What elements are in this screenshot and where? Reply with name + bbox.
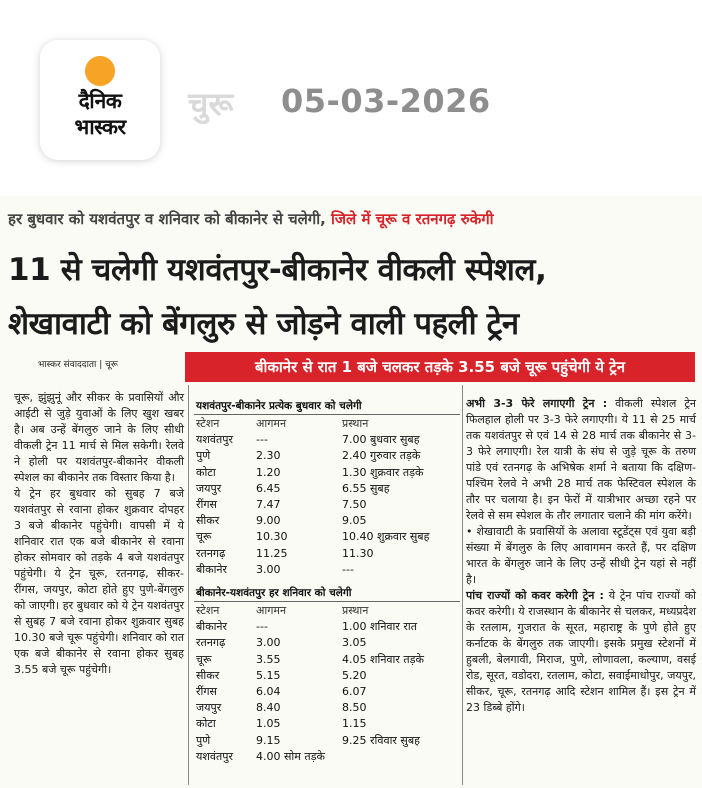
table-row (196, 529, 460, 545)
station-cell: पुणे (196, 449, 211, 463)
departure-cell: 1.00 शनिवार रात (342, 620, 418, 634)
left-column (14, 390, 184, 678)
station-cell: रतनगढ़ (196, 546, 226, 560)
table-header-row (196, 603, 460, 619)
departure-cell: --- (342, 562, 354, 576)
edition-date[interactable]: 05-03-2026 (281, 82, 491, 120)
station-cell: यशवंतपुर (196, 749, 233, 763)
table-row (196, 432, 460, 448)
timetable-out-title: यशवंतपुर-बीकानेर प्रत्येक बुधवार को चलेगी (196, 400, 362, 412)
station-cell: रींगस (196, 498, 217, 511)
table-row (196, 546, 460, 562)
departure-cell: 7.00 बुधवार सुबह (342, 433, 420, 447)
departure-cell: 6.55 सुबह (342, 481, 390, 495)
arrival-cell: 7.47 (256, 498, 281, 511)
arrival-cell: आगमन (256, 604, 287, 617)
arrival-cell: 10.30 (256, 530, 288, 544)
arrival-cell: 5.15 (256, 668, 281, 682)
arrival-cell: 1.20 (256, 465, 281, 479)
departure-cell: 4.05 शनिवार तड़के (342, 652, 424, 666)
departure-cell: 10.40 शुक्रवार सुबह (342, 530, 430, 544)
table-row (196, 562, 460, 578)
departure-cell: 1.30 शुक्रवार तड़के (342, 465, 424, 479)
station-cell: बीकानेर (196, 562, 228, 576)
departure-cell: 7.50 (342, 498, 367, 511)
table-rule (194, 414, 460, 415)
edition-city[interactable]: चुरू (188, 85, 234, 123)
arrival-cell: --- (256, 433, 268, 447)
station-cell: बीकानेर (196, 620, 228, 634)
station-cell: चूरू (196, 530, 212, 544)
departure-cell: 5.20 (342, 668, 367, 682)
arrival-cell: 3.00 (256, 562, 281, 576)
dainik-bhaskar-logo[interactable] (40, 40, 160, 160)
byline: भास्कर संवाददाता | चूरू (38, 360, 118, 370)
arrival-cell: 2.30 (256, 449, 281, 463)
right-column (466, 396, 696, 716)
departure-cell: 3.05 (342, 636, 367, 650)
arrival-cell: 9.00 (256, 514, 281, 528)
station-cell: जयपुर (196, 701, 222, 715)
station-cell: रींगस (196, 685, 217, 698)
logo-line-1: दैनिक (78, 89, 122, 113)
headline-line-1: 11 से चलेगी यशवंतपुर-बीकानेर वीकली स्पेशल, (8, 252, 547, 288)
departure-cell: 11.30 (342, 546, 374, 560)
station-cell: यशवंतपुर (196, 433, 233, 447)
station-cell: कोटा (196, 717, 216, 731)
paragraph: ये ट्रेन हर बुधवार को सुबह 7 बजे यशवंतपुर से रवाना होकर शुक्रवार दोपहर 3 बजे बीकानेर पहुंचेगी। वापसी में ये शनिवार रात एक बजे बीकानेर से रवाना होकर सोमवार को तड़के 4 बजे यशवंतपुर पहुंचेगी। ये ट्रेन चूरू, रतनगढ़, सीकर-रींगस, जयपुर, कोटा होते हुए पुणे-बेंगलुरु को जाएगी। हर बुधवार को ये ट्रेन यशवंतपुर से सुबह 7 बजे रवाना होकर शुक्रवार सुबह 10.30 बजे चूरू पहुंचेगी। शनिवार को रात एक बजे बीकानेर से रवाना होकर सुबह 3.55 बजे चूरू पहुंचेगी। (14, 487, 184, 676)
table-row (196, 619, 460, 635)
departure-cell: प्रस्थान (342, 604, 369, 617)
kicker-main: हर बुधवार को यशवंतपुर व शनिवार को बीकानेर से चलेगी, (8, 210, 326, 228)
headline-line-2: शेखावाटी को बेंगलुरु से जोड़ने वाली पहली ट्रेन (8, 306, 519, 342)
column-divider (462, 385, 463, 785)
sun-icon (85, 56, 115, 86)
table-header-row (196, 416, 460, 432)
station-cell: कोटा (196, 465, 216, 479)
departure-cell: 8.50 (342, 701, 367, 715)
table-row (196, 465, 460, 481)
table-row (196, 700, 460, 716)
arrival-cell: 4.00 सोम तड़के (256, 749, 325, 763)
arrival-cell: 6.04 (256, 685, 281, 698)
table-row (196, 513, 460, 529)
table-rule (194, 601, 460, 602)
arrival-cell: 3.55 (256, 652, 281, 666)
arrival-cell: --- (256, 620, 268, 634)
departure-cell: 2.40 गुरुवार तड़के (342, 449, 421, 463)
arrival-cell: 9.15 (256, 733, 281, 747)
arrival-cell: 11.25 (256, 546, 288, 560)
table-row (196, 481, 460, 497)
departure-cell: 9.25 रविवार सुबह (342, 733, 420, 747)
table-row (196, 733, 460, 749)
table-row (196, 716, 460, 732)
table-row (196, 497, 460, 513)
station-cell: स्टेशन (196, 604, 220, 617)
paragraph-text: वीकली स्पेशल ट्रेन फिलहाल होली पर 3-3 फेरे लगाएगी। ये 11 से 25 मार्च तक यशवंतपुर से एवं 14 से 28 मार्च तक बीकानेर से 3-3 फेरे लगाएगी। रेल यात्री के संघ से जुड़े चूरू के तरुण पांडे एवं रतनगढ़ के अभिषेक शर्मा ने बताया कि दक्षिण- पश्चिम रेलवे ने अभी 28 मार्च तक फेस्टिवल स्पेशल के तौर पर चलाया है। इन फेरों में यात्रीभार अच्छा रहने पर रेलवे से सम स्पेशल के तौर लगातार चलाने की मांग करेंगे। (466, 397, 696, 522)
station-cell: स्टेशन (196, 417, 220, 430)
arrival-cell: 1.05 (256, 717, 281, 731)
kicker-highlight: जिले में चूरू व रतनगढ़ रुकेगी (331, 210, 494, 228)
table-row (196, 668, 460, 684)
paragraph: चूरू, झुंझुनूं और सीकर के प्रवासियों और आईटी से जुड़े युवाओं के लिए खुश खबर है। अब उन्हें बेंगलुरु जाने के लिए सीधी वीकली ट्रेन 11 मार्च से मिल सकेगी। रेलवे ने होली पर यशवंतपुर-बीकानेर वीकली स्पेशल का बीकानेर तक विस्तार किया है। (14, 391, 184, 484)
arrival-cell: आगमन (256, 417, 287, 430)
paragraph (466, 588, 696, 716)
station-cell: पुणे (196, 733, 211, 747)
app-header (0, 0, 702, 186)
logo-line-2: भास्कर (74, 115, 126, 139)
paragraph (466, 396, 696, 524)
subhead-bar: बीकानेर से रात 1 बजे चलकर तड़के 3.55 बजे चूरू पहुंचेगी ये ट्रेन (185, 352, 695, 382)
departure-cell: 1.15 (342, 717, 367, 731)
subheading: अभी 3-3 फेरे लगाएगी ट्रेन : (466, 397, 608, 410)
departure-cell: प्रस्थान (342, 417, 369, 430)
arrival-cell: 3.00 (256, 636, 281, 650)
table-row (196, 749, 460, 765)
station-cell: रतनगढ़ (196, 636, 226, 650)
paragraph-text: ये ट्रेन पांच राज्यों को कवर करेगी। ये राजस्थान के बीकानेर से चलकर, मध्यप्रदेश के रतलाम, गुजरात के सूरत, महाराष्ट्र के पुणे होते हुए कर्नाटक के बेंगलुरु तक जाएगी। इसके प्रमुख स्टेशनों में हुबली, बेलगावी, मिराज, पुणे, लोणावला, कल्याण, वसई रोड, सूरत, वडोदरा, रतलाम, कोटा, सवाईमाधोपुर, जयपुर, सीकर, चूरू, रतनगढ़ आदि स्टेशन शामिल हैं। इस ट्रेन में 23 डिब्बे होंगे। (466, 589, 697, 714)
station-cell: जयपुर (196, 481, 222, 495)
timetable-return-title: बीकानेर-यशवंतपुर हर शनिवार को चलेगी (196, 587, 352, 599)
departure-cell: 6.07 (342, 685, 367, 698)
table-row (196, 448, 460, 464)
station-cell: सीकर (196, 668, 220, 682)
station-cell: सीकर (196, 514, 220, 528)
subheading: पांच राज्यों को कवर करेगी ट्रेन : (466, 589, 604, 602)
kicker (8, 209, 494, 229)
table-row (196, 652, 460, 668)
station-cell: चूरू (196, 652, 212, 666)
table-row (196, 684, 460, 700)
table-row (196, 635, 460, 651)
arrival-cell: 6.45 (256, 481, 281, 495)
departure-cell: 9.05 (342, 514, 367, 528)
column-divider (188, 385, 189, 785)
arrival-cell: 8.40 (256, 701, 281, 715)
paragraph: • शेखावाटी के प्रवासियों के अलावा स्टूडेंट्स एवं युवा बड़ी संख्या में बेंगलुरु के लिए आवागमन करते हैं, पर दक्षिण भारत के बेंगलुरु जाने के लिए उन्हें सीधी ट्रेन यहां से नहीं है। (466, 525, 696, 586)
